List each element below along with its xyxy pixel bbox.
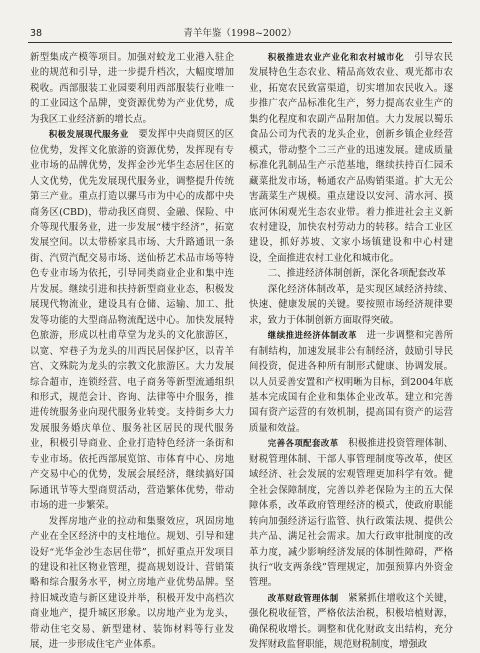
paragraph-body: 积极推进投资管理体制、财税管理体制、干部人事管理制度等改革，使区域经济、社会发展的宏观管理更加科学有效。健全社会保障制度，完善以养老保险为主的五大保障体系，改革政府管理经济的模式，使政府职能转向加强经济运行监管、执行政策法规、提供公共产品、满足社会需求。加大行政审批制度的改革力度，减少影响经济发展的体制性障碍，严格执行“收支两条线”管理规定，加强预算内外资金管理。 — [249, 438, 453, 589]
page-number: 38 — [30, 28, 43, 39]
paragraph-body: 要发挥中央商贸区的区位优势，发挥文化旅游的资源优势，发挥现有专业市场的品牌优势，发挥金沙光华生态居住区的人文优势，优先发展现代服务业，调整提升传统第三产业。重点打造以骡马市为中心的成都中央商务区(CBD)，带动我区商贸、金融、保险、中介等现代服务业，进一步发展“楼宇经济”，拓宽发展空间。以太带桥家具市场、大升路通讯一条街、汽贸汽配交易市场、送仙桥艺术品市场等特色专业市场为依托，引导同类商业企业和集中连片发展。继续引进和扶持新型商业业态，积极发展现代物流业，建设具有仓储、运输、加工、批发等功能的大型商品物流配送中心。加快发展特色旅游，形成以杜甫草堂为龙头的文化旅游区，以宽、窄巷子为龙头的川西民居保护区，以青羊宫、文殊院为龙头的宗教文化旅游区。大力发展综合超市，连锁经营、电子商务等新型流通组织和形式，规范会计、咨询、法律等中介服务，推进传统服务业向现代服务业转变。支持街乡大力发展服务婚庆单位、服务社区居民的现代服务业，积极引导商业、企业打造特色经济一条街和专业市场。依托西部展览馆、市体育中心、房地产交易中心的优势，发展会展经济，继续搞好国际通讯节等大型商贸活动，营造繁体优势，带动市场的进一步繁荣。 — [30, 129, 234, 512]
paragraph-heading: 完善各项配套改革 — [267, 438, 339, 449]
section-heading: 二、推进经济体制创新，深化各项配套改革 — [267, 268, 446, 280]
left-column — [30, 50, 234, 651]
paragraph-body: 紧紧抓住增收这个关键，强化税收征管，严格依法治税，积极培植财源，确保税收增长。调整和优化财政支出结构，充分发挥财政监督职能，规范财税制度，增强政 — [249, 592, 453, 651]
paragraph-heading: 积极推进农业产业化和农村城市化 — [267, 52, 405, 62]
page-header — [28, 26, 452, 43]
paragraph — [30, 127, 234, 513]
paragraph — [249, 50, 453, 266]
paragraph-heading: 积极发展现代服务业 — [48, 129, 129, 140]
paragraph: 新型集成产模等项目。加强对蛟龙工业港入驻企业的规范和引导，进一步提升档次，大幅度增加税收。西部服装工业园要利用西部服装行业唯一的工业园这个品牌，变资源优势为产业优势，成为我区工业经济新的增长点。 — [30, 52, 234, 125]
running-head: 青羊年鉴（1998~2002） — [183, 28, 297, 39]
paragraph-body: 引导农民发展特色生态农业、精品高效农业、观光都市农业，拓宽农民致富渠道，切实增加农民收入。逐步推广农产品标准化生产，努力提高农业生产的集约化程度和农副产品附加值。大力发展以蜀乐食品公司为代表的龙头企业，创新乡镇企业经营模式，带动整个二三产业的迅速发展。建成质量标准化乳制品生产示范基地，继续扶持百仁园禾藏菜批发市场，畅通农产品购销渠道。扩大无公害蔬菜生产规模。重点建设以安河、清水河、摸底河休闲观光生态农业带。着力推进社会主义新农村建设，加快农村劳动力的转移。结合工业区建设，抓好苏坡、文家小场镇建设和中心村建设，全面推进农村工业化和城市化。 — [249, 52, 453, 264]
paragraph-body: 进一步调整和完善所有制结构，加速发展非公有制经济，鼓励引导民间投资，促进各种所有制形式健康、协调发展。以人员妥善安置和产权明晰为目标，到2004年底基本完成国有企业和集体企业改革。建立和完善国有资产运营的有效机制，提高国有资产的运营质量和效益。 — [249, 330, 453, 434]
paragraph-heading: 改革财政管理体制 — [267, 592, 339, 603]
paragraph — [249, 591, 453, 653]
paragraph: 深化经济体制改革，是实现区域经济持续、快速、健康发展的关键。要按照市场经济规律要求，致力于体制创新方面取得突破。 — [249, 283, 453, 326]
paragraph — [249, 328, 453, 436]
paragraph: 发挥房地产业的拉动和集聚效应，巩固房地产业在全区经济中的支柱地位。规划、引导和建设好“光华金沙生态居住带”，抓好重点开发项目的建设和社区物业管理，提高规划设计、营销策略和综合服务水平，树立房地产业优势品牌。坚持旧城改造与新区建设并举，积极开发中高档次商业地产，提升城区形象。以房地产业为龙头，带动住宅交易、新型建材、装饰材料等行业发展，进一步形成住宅产业体系。 — [30, 515, 234, 651]
paragraph — [249, 436, 453, 591]
right-column — [249, 50, 453, 651]
paragraph-heading: 继续推进经济体制改革 — [267, 330, 358, 341]
